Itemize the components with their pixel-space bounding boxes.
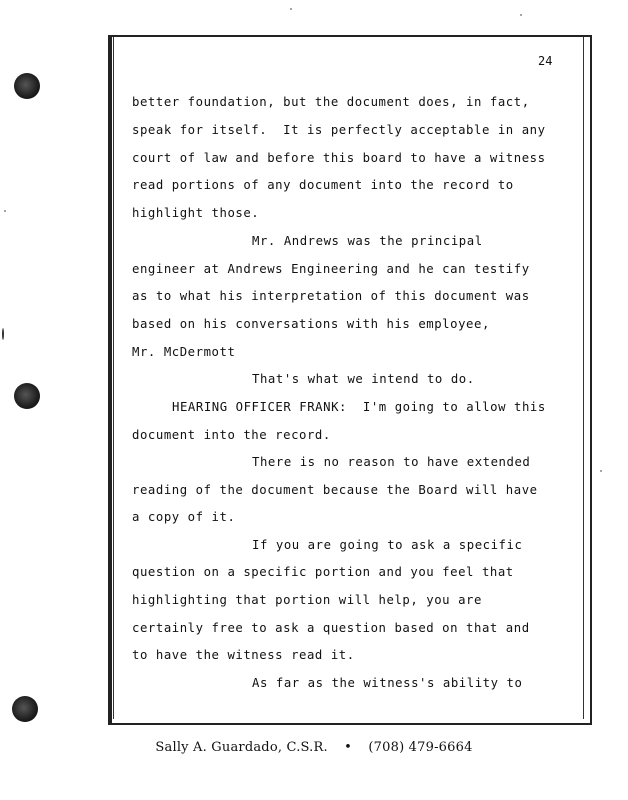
transcript-line: court of law and before this board to have a witness xyxy=(132,151,546,165)
transcript-line: Mr. McDermott xyxy=(132,345,236,359)
transcript-line: based on his conversations with his employee, xyxy=(132,317,490,331)
transcript-line: highlighting that portion will help, you are xyxy=(132,593,482,607)
scan-speck xyxy=(4,210,6,212)
reporter-footer xyxy=(0,740,628,755)
punch-hole-bottom xyxy=(12,696,38,722)
transcript-line: Mr. Andrews was the principal xyxy=(252,234,483,248)
punch-hole-middle xyxy=(14,383,40,409)
transcript-line: speak for itself. It is perfectly acceptable in any xyxy=(132,123,546,137)
transcript-line: As far as the witness's ability to xyxy=(252,676,523,690)
transcript-line: read portions of any document into the record to xyxy=(132,178,514,192)
transcript-line: reading of the document because the Board will have xyxy=(132,483,538,497)
reporter-name: Sally A. Guardado, C.S.R. xyxy=(155,740,328,755)
transcript-line: to have the witness read it. xyxy=(132,648,355,662)
punch-hole-top xyxy=(14,73,40,99)
reporter-phone: (708) 479-6664 xyxy=(368,740,473,755)
page-frame-inner-left-rule xyxy=(113,37,114,719)
page-number: 24 xyxy=(538,54,553,68)
transcript-line: highlight those. xyxy=(132,206,260,220)
page-frame-inner-right-rule xyxy=(583,37,584,719)
speaker-line: HEARING OFFICER FRANK: I'm going to allow this xyxy=(172,400,546,414)
transcript-line: question on a specific portion and you feel that xyxy=(132,565,514,579)
transcript-line: document into the record. xyxy=(132,428,331,442)
scan-speck xyxy=(520,14,522,16)
transcript-line: certainly free to ask a question based on that and xyxy=(132,621,530,635)
scan-speck xyxy=(2,328,4,340)
scan-speck xyxy=(290,8,292,10)
transcript-line: If you are going to ask a specific xyxy=(252,538,523,552)
scan-speck xyxy=(600,470,602,472)
transcript-line: There is no reason to have extended xyxy=(252,455,531,469)
transcript-line: a copy of it. xyxy=(132,510,236,524)
transcript-line: as to what his interpretation of this document was xyxy=(132,289,530,303)
footer-separator: • xyxy=(344,740,353,755)
transcript-line: That's what we intend to do. xyxy=(252,372,475,386)
transcript-line: engineer at Andrews Engineering and he can testify xyxy=(132,262,530,276)
transcript-line: better foundation, but the document does, in fact, xyxy=(132,95,530,109)
